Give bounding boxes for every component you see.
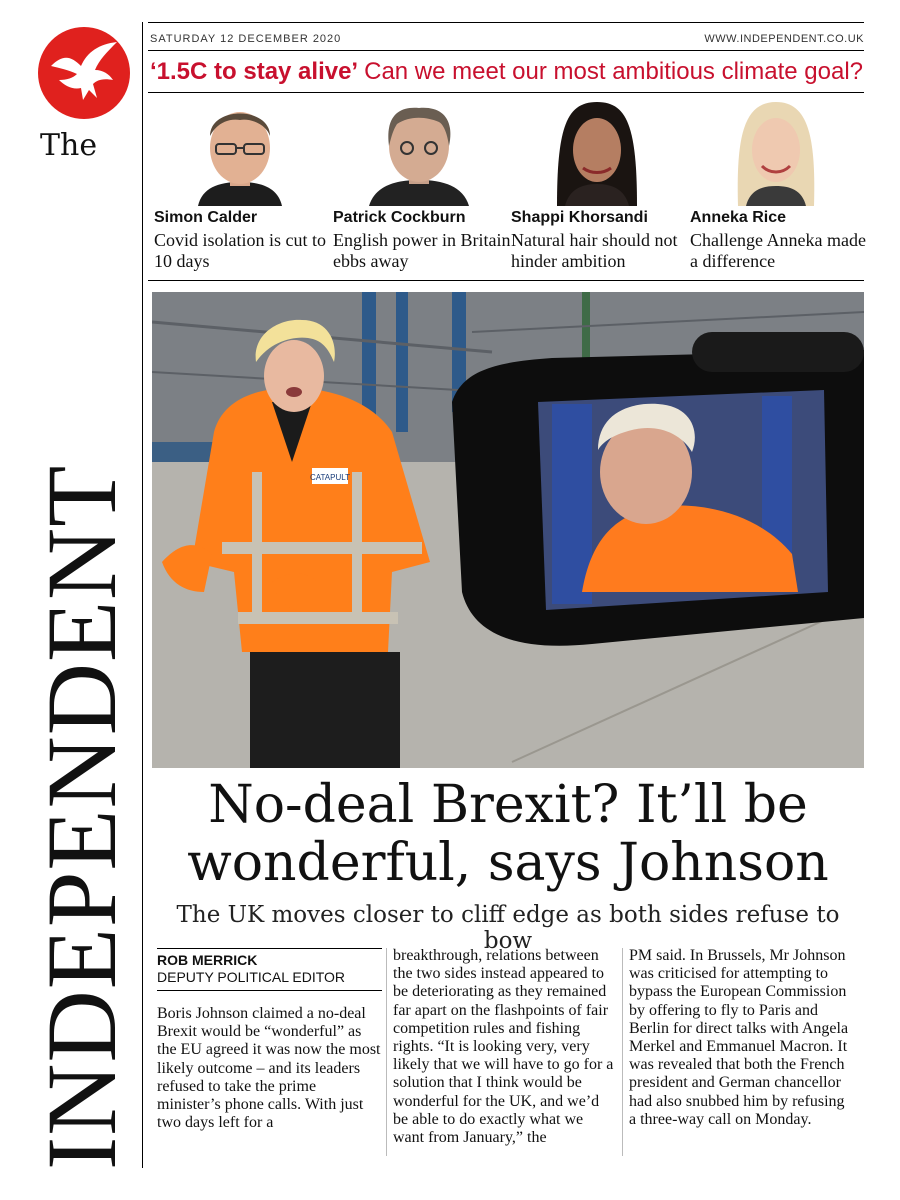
main-photo[interactable] bbox=[152, 292, 864, 768]
main-headline[interactable] bbox=[152, 776, 864, 892]
masthead-divider bbox=[142, 22, 143, 1168]
puff-simon-calder[interactable] bbox=[150, 96, 325, 276]
puff-rule bbox=[148, 280, 864, 281]
climate-quote: ‘1.5C to stay alive’ bbox=[150, 58, 359, 85]
puff-anneka-rice[interactable] bbox=[686, 96, 866, 276]
issue-date: SATURDAY 12 DECEMBER 2020 bbox=[150, 33, 342, 45]
portrait-anneka-rice bbox=[716, 96, 836, 206]
masthead-wrapper bbox=[26, 170, 137, 1170]
article-column-3: PM said. In Brussels, Mr Johnson was criticised for attempting to bypass the European Commission by offering to fly to Paris and Berlin for direct talks with Angela Merkel and Emmanuel Macron. It was revealed that both the French president and German chancellor had also snubbed him by refusing a three-way call on Monday. bbox=[629, 947, 849, 1128]
column-divider bbox=[386, 948, 387, 1156]
byline-name: ROB MERRICK bbox=[157, 952, 258, 968]
puff-name: Simon Calder bbox=[154, 209, 258, 226]
puff-text: Challenge Anneka made a difference bbox=[690, 230, 866, 271]
puff-name: Anneka Rice bbox=[690, 209, 787, 226]
puff-patrick-cockburn[interactable] bbox=[329, 96, 511, 276]
article-column-2: breakthrough, relations between the two sides instead appeared to be deteriorating as they remained far apart on the flashpoints of fair competition rules and fishing rights. “It is looking very, very likely that we will have to go for a solution that I think would be wonderful for the UK, and we’d be able to do exactly what we want from January,” the bbox=[393, 947, 614, 1147]
jacket-label: CATAPULT bbox=[309, 473, 351, 482]
puff-name: Patrick Cockburn bbox=[333, 209, 466, 226]
top-rule bbox=[148, 22, 864, 23]
column-divider bbox=[622, 948, 623, 1156]
portrait-patrick-cockburn bbox=[359, 96, 479, 206]
puff-text: Natural hair should not hinder ambition bbox=[511, 230, 678, 271]
puff-text: Covid isolation is cut to 10 days bbox=[154, 230, 327, 271]
masthead-the: The bbox=[40, 128, 98, 163]
byline-rule-top bbox=[157, 948, 382, 949]
website-link[interactable]: WWW.INDEPENDENT.CO.UK bbox=[704, 33, 864, 45]
byline-rule-bottom bbox=[157, 990, 382, 991]
climate-teaser[interactable] bbox=[150, 58, 863, 86]
article-column-1: Boris Johnson claimed a no-deal Brexit would be “wonderful” as the EU agreed it was now the most likely outcome – and its leaders refused to take the prime minister’s phone calls. With just two days left for a bbox=[157, 1005, 381, 1132]
climate-text: Can we meet our most ambitious climate goal? bbox=[364, 58, 863, 85]
date-rule bbox=[148, 50, 864, 51]
masthead-title: INDEPENDENT bbox=[26, 464, 137, 1170]
johnson-warehouse-photo bbox=[152, 292, 864, 768]
portrait-simon-calder bbox=[180, 96, 300, 206]
eagle-icon bbox=[37, 26, 131, 120]
standfirst: The UK moves closer to cliff edge as both sides refuse to bow bbox=[176, 902, 840, 954]
headline-line-2: wonderful, says Johnson bbox=[187, 833, 829, 893]
climate-rule bbox=[148, 92, 864, 93]
puff-name: Shappi Khorsandi bbox=[511, 209, 648, 226]
puff-text: English power in Britain ebbs away bbox=[333, 230, 511, 271]
portrait-shappi-khorsandi bbox=[537, 96, 657, 206]
headline-line-1: No-deal Brexit? It’ll be bbox=[208, 775, 808, 835]
byline-role: DEPUTY POLITICAL EDITOR bbox=[157, 969, 346, 985]
logo[interactable] bbox=[37, 26, 131, 120]
puff-shappi-khorsandi[interactable] bbox=[507, 96, 682, 276]
